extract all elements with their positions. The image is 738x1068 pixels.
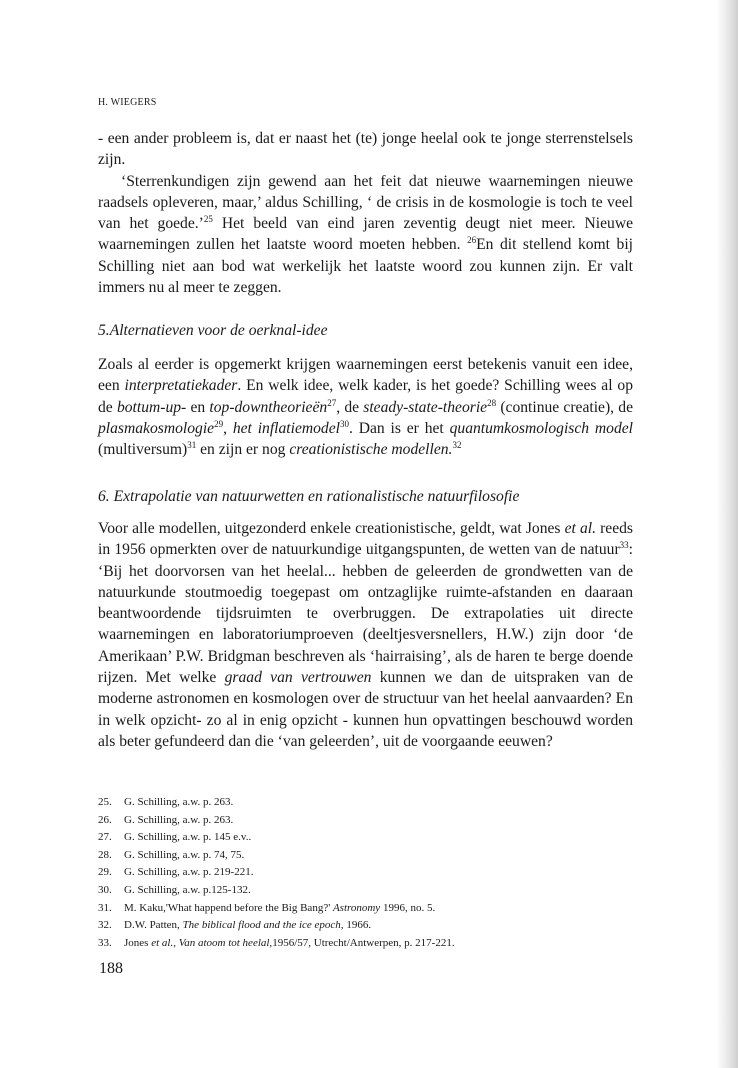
footnote: 30. G. Schilling, a.w. p.125-132.: [98, 883, 251, 896]
footnote: 29. G. Schilling, a.w. p. 219-221.: [98, 866, 254, 879]
footnote-ref: 26: [467, 235, 477, 246]
footnote: 27. G. Schilling, a.w. p. 145 e.v..: [98, 831, 252, 844]
paragraph-schilling-quote: ‘Sterrenkundigen zijn gewend aan het feit dat nieuwe waarnemingen nieuwe raadsels opleveren, maar,’ aldus Schilling, ‘ de crisis in de kosmologie is toch te veel van het goede.’$^{25}$ Het beeld van eind jaren zeventig deugt niet meer. Nieuwe waarnemingen zullen het laatste woord moeten hebben. $^{26}$En dit stellend komt bij Schilling niet aan bod wat werkelijk het laatste woord zou kunnen zijn. Er valt immers nu al meer te zeggen.: [98, 172, 634, 297]
footnote: 26. G. Schilling, a.w. p. 263.: [98, 813, 234, 826]
footnote: 25. G. Schilling, a.w. p. 263.: [98, 796, 234, 808]
section-heading-6: 6. Extrapolatie van natuurwetten en rationalistische natuurfilosofie: [98, 488, 520, 505]
paragraph-extrapolation: Voor alle modellen, uitgezonderd enkele creationistische, geldt, wat Jones et al. reeds in 1956 opmerkten over de natuurkundige uitgangspunten, de wetten van de natuur$^{33}$: ‘Bij het doorvorsen van het heelal... hebben de geleerden de grondwetten van de natuurkunde stoutmoedig toegepast om ontzaglijke ruimte-afstanden en daaraan beantwoordende tijdsruimten te overbruggen. De extrapolaties uit directe waarnemingen en laboratoriumproeven (deeltjesversnellers, H.W.) zijn door ‘de Amerikaan’ P.W. Bridgman beschreven als ‘hairraising’, als de haren te berge doende rijzen. Met welke graad van vertrouwen kunnen we dan de uitspraken van de moderne astronomen en kosmologen over de structuur van het heelal aanvaarden? En in welk opzicht- zo al in enig opzicht - kunnen hun opvattingen beschouwd worden als beter gefundeerd dan die ‘van geleerden’, uit de voorgaande eeuwen?: [98, 520, 634, 750]
footnotes: [98, 794, 618, 952]
footnote: 32. D.W. Patten, The biblical flood and the ice epoch, 1966.: [98, 919, 372, 932]
footnote: 28. G. Schilling, a.w. p. 74, 75.: [98, 848, 245, 861]
page-edge-shadow: [716, 0, 738, 1068]
page-number: 188: [99, 960, 123, 977]
footnote: 31. M. Kaku,'What happend before the Big Bang?' Astronomy 1996, no. 5.: [98, 901, 436, 914]
top-paragraphs: [98, 128, 633, 298]
section-5-body: [98, 354, 633, 460]
paragraph-alternatives: Zoals al eerder is opgemerkt krijgen waarnemingen eerst betekenis vanuit een idee, een interpretatiekader. En welk idee, welk kader, is het goede? Schilling wees al op de bottum-up- en top-downtheorieën$^{27}$, de steady-state-theorie$^{28}$ (continue creatie), de plasmakosmologie$^{29}$, het inflatiemodel$^{30}$. Dan is er het quantumkosmologisch model (multiversum)$^{31}$ en zijn er nog creationistische modellen.$^{32}$: [98, 356, 634, 459]
section-heading-5: 5.Alternatieven voor de oerknal-idee: [98, 322, 328, 339]
paragraph-continuation: - een ander probleem is, dat er naast het (te) jonge heelal ook te jonge sterrenstelsels zijn.: [98, 130, 633, 169]
running-head: H. WIEGERS: [98, 97, 157, 108]
footnote: 33. Jones et al., Van atoom tot heelal,1956/57, Utrecht/Antwerpen, p. 217-221.: [98, 936, 455, 949]
footnote-ref: 25: [203, 214, 213, 224]
section-6-body: [98, 518, 633, 752]
